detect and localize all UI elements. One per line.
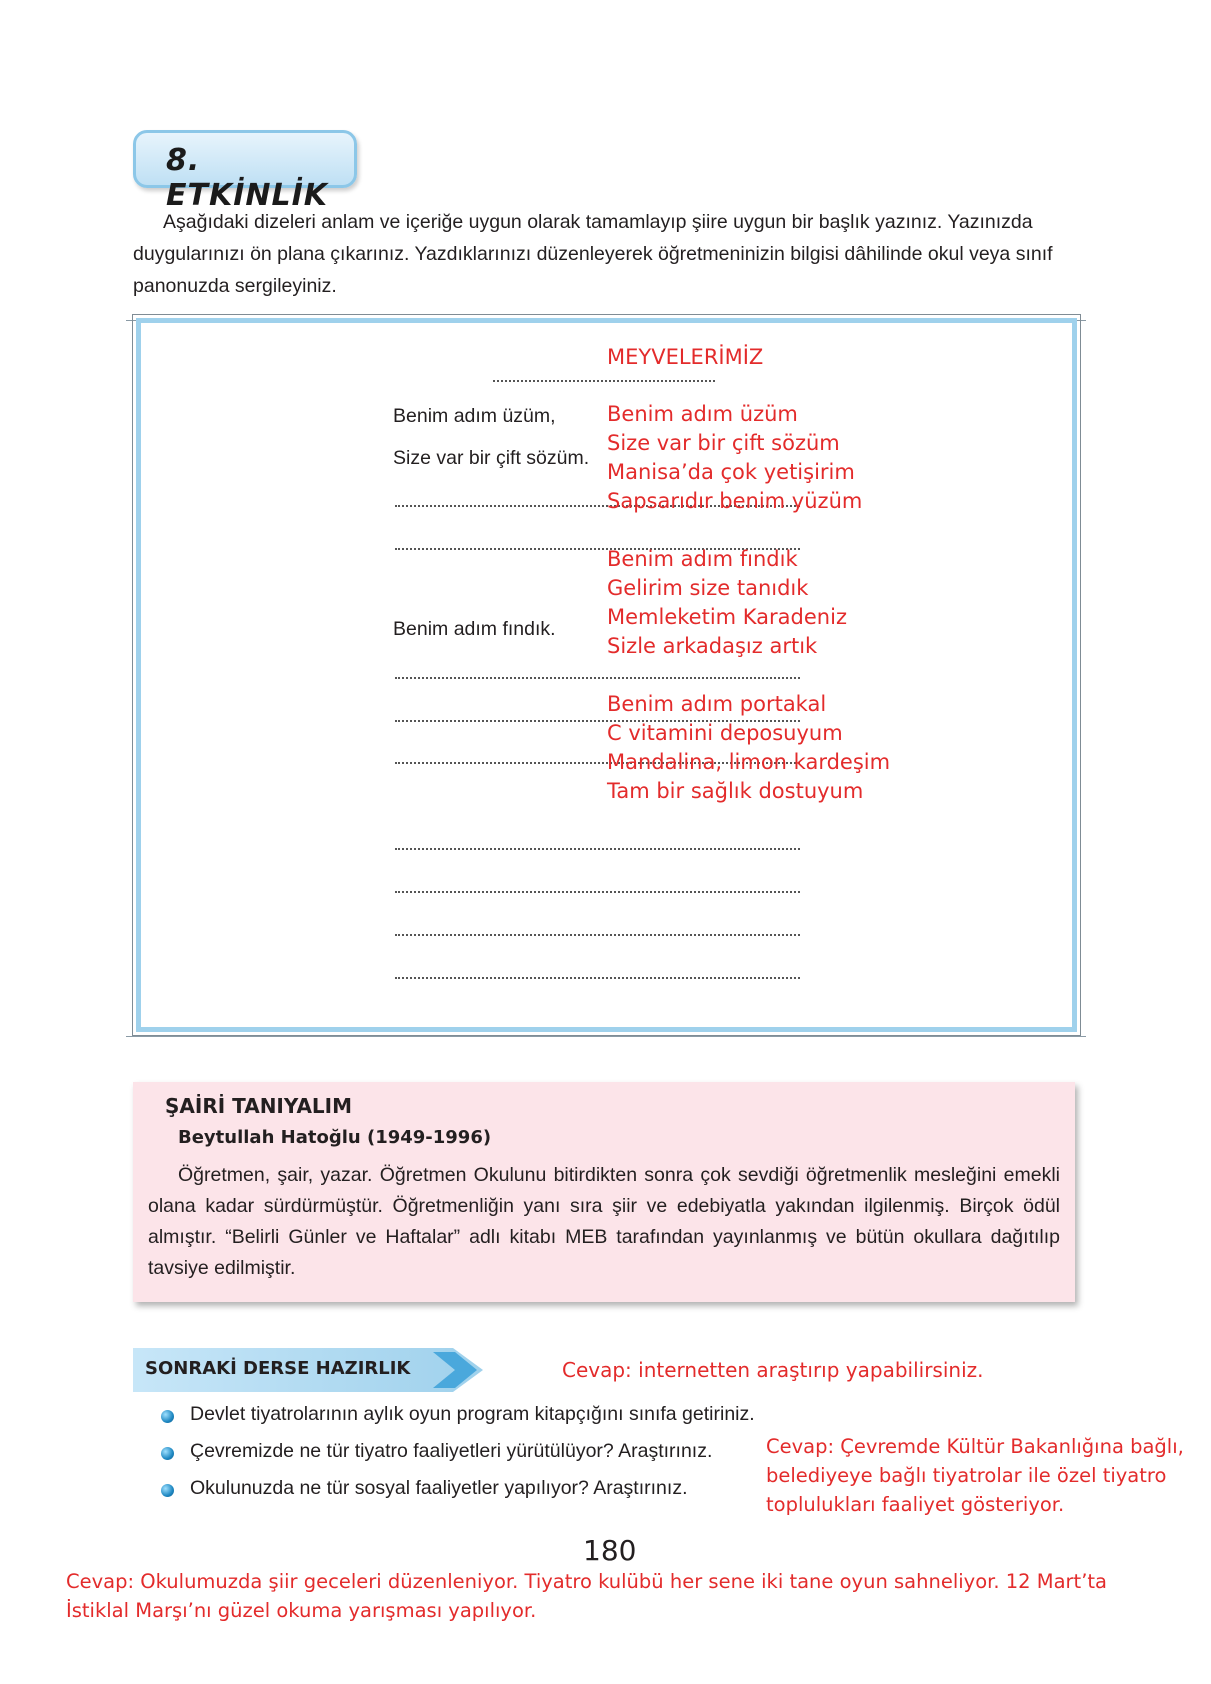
answer-line: Sapsarıdır benim yüzüm bbox=[607, 489, 863, 513]
bullet-icon bbox=[161, 1447, 174, 1460]
answer-line: belediyeye bağlı tiyatrolar ile özel tiyatro bbox=[766, 1464, 1167, 1487]
page-number: 180 bbox=[583, 1534, 637, 1567]
poem-line-2: Size var bir çift sözüm. bbox=[393, 447, 590, 469]
answer-line: Cevap: Çevremde Kültür Bakanlığına bağlı, bbox=[766, 1435, 1184, 1458]
answer-line: C vitamini deposuyum bbox=[607, 721, 843, 745]
prep-item-1: Devlet tiyatrolarının aylık oyun program kitapçığını sınıfa getiriniz. bbox=[190, 1403, 755, 1425]
prep-answer-1: Cevap: internetten araştırıp yapabilirsiniz. bbox=[562, 1358, 984, 1382]
answer-line: toplulukları faaliyet gösteriyor. bbox=[766, 1493, 1065, 1516]
preparation-label: SONRAKİ DERSE HAZIRLIK bbox=[145, 1358, 411, 1379]
answer-line: Benim adım üzüm bbox=[607, 402, 798, 426]
answer-line: İstiklal Marşı’nı güzel okuma yarışması yapılıyor. bbox=[66, 1599, 537, 1622]
poem-line-1: Benim adım üzüm, bbox=[393, 405, 556, 427]
blank-line bbox=[395, 889, 800, 893]
crop-line-bottom bbox=[126, 1036, 1086, 1037]
answer-line: Size var bir çift sözüm bbox=[607, 431, 840, 455]
prep-answer-2 bbox=[766, 1432, 1184, 1519]
bullet-icon bbox=[161, 1484, 174, 1497]
prep-item-3: Okulunuzda ne tür sosyal faaliyetler yapılıyor? Araştırınız. bbox=[190, 1477, 688, 1499]
answer-stanza-1 bbox=[607, 400, 862, 516]
poet-heading: ŞAİRİ TANIYALIM bbox=[165, 1094, 353, 1118]
blank-line bbox=[395, 975, 800, 979]
answer-line: Memleketim Karadeniz bbox=[607, 605, 847, 629]
answer-line: Benim adım portakal bbox=[607, 692, 827, 716]
answer-line: Cevap: Okulumuzda şiir geceleri düzenleniyor. Tiyatro kulübü her sene iki tane oyun sahneliyor. 12 Mart’ta bbox=[66, 1570, 1107, 1593]
answer-stanza-3 bbox=[607, 690, 890, 806]
answer-stanza-2 bbox=[607, 545, 847, 661]
answer-line: Sizle arkadaşız artık bbox=[607, 634, 818, 658]
answer-title: MEYVELERİMİZ bbox=[607, 345, 764, 369]
prep-item-2: Çevremizde ne tür tiyatro faaliyetleri yürütülüyor? Araştırınız. bbox=[190, 1440, 713, 1462]
answer-line: Gelirim size tanıdık bbox=[607, 576, 809, 600]
blank-line bbox=[395, 932, 800, 936]
blank-line bbox=[395, 846, 800, 850]
answer-line: Manisa’da çok yetişirim bbox=[607, 460, 855, 484]
poem-line-3: Benim adım fındık. bbox=[393, 618, 556, 640]
poet-name: Beytullah Hatoğlu (1949-1996) bbox=[178, 1127, 492, 1148]
activity-title-badge bbox=[133, 130, 357, 213]
prep-answer-3 bbox=[66, 1567, 1196, 1625]
poet-bio: Öğretmen, şair, yazar. Öğretmen Okulunu bitirdikten sonra çok sevdiği öğretmenlik mesleğini emekli olana kadar sürdürmüştür. Öğretmenliğin yanı sıra şiir ve edebiyatla yakından ilgilenmiş. Birçok ödül almıştır. “Belirli Günler ve Haftalar” adlı kitabı MEB tarafından yayınlanmış ve bütün okullara dağıtılıp tavsiye edilmiştir. bbox=[148, 1164, 1060, 1279]
blank-line bbox=[395, 675, 800, 679]
title-blank bbox=[493, 378, 715, 382]
answer-line: Benim adım fındık bbox=[607, 547, 798, 571]
answer-line: Mandalina, limon kardeşim bbox=[607, 750, 891, 774]
answer-line: Tam bir sağlık dostuyum bbox=[607, 779, 864, 803]
activity-instructions: Aşağıdaki dizeleri anlam ve içeriğe uygun olarak tamamlayıp şiire uygun bir başlık yazınız. Yazınızda duygularınızı ön plana çıkarınız. Yazdıklarınızı düzenleyerek öğretmeninizin bilgisi dâhilinde okul veya sınıf panonuzda sergileyiniz. bbox=[133, 211, 1053, 297]
bullet-icon bbox=[161, 1410, 174, 1423]
activity-title: 8. ETKİNLİK bbox=[166, 143, 328, 213]
